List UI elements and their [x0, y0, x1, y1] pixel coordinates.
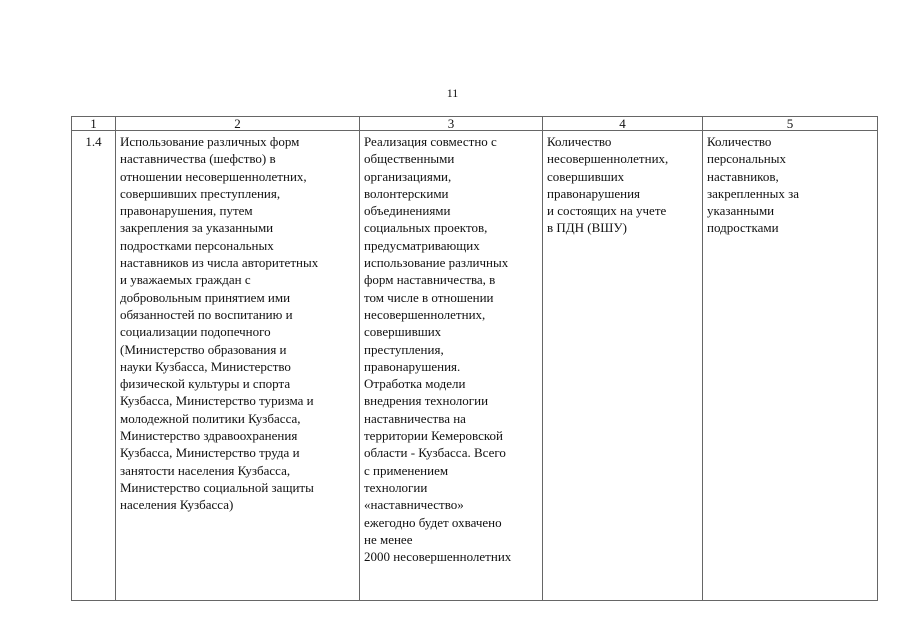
indicator-text: Количество несовершеннолетних, совершивших правонарушения и состоящих на учете в ПДН (ВШУ) — [547, 134, 669, 236]
column-header-4: 4 — [543, 117, 703, 131]
implementation-text: Реализация совместно с общественными организациями, волонтерскими объединениями социальных проектов, предусматривающих использование различных форм наставничества, в том числе в отношении несовершеннолетних, совершивших преступления, правонарушения. Отработка модели внедрения технологии наставничества на территории Кемеровской области - Кузбасса. Всего с применением технологии «наставничество» ежегодно будет охвачено не менее 2000 несовершеннолетних — [364, 134, 512, 565]
measures-table — [71, 116, 878, 601]
measure-description: Использование различных форм наставничества (шефство) в отношении несовершеннолетних, совершивших преступления, правонарушения, путем закрепления за указанными подростками персональных наставников из числа авторитетных и уважаемых граждан с добровольным принятием ими обязанностей по воспитанию и социализации подопечного (Министерство образования и науки Кузбасса, Министерство физической культуры и спорта Кузбасса, Министерство туризма и молодежной политики Кузбасса, Министерство здравоохранения Кузбасса, Министерство труда и занятости населения Кузбасса, Министерство социальной защиты населения Кузбасса) — [120, 134, 319, 513]
column-header-3: 3 — [360, 117, 543, 131]
measure-description-cell — [116, 131, 360, 601]
result-cell — [703, 131, 878, 601]
row-number-cell — [72, 131, 116, 601]
table-header-row — [72, 117, 878, 131]
implementation-cell — [360, 131, 543, 601]
column-header-2: 2 — [116, 117, 360, 131]
column-header-5: 5 — [703, 117, 878, 131]
row-number: 1.4 — [85, 134, 102, 149]
indicator-cell — [543, 131, 703, 601]
page-number: 11 — [446, 86, 459, 100]
result-text: Количество персональных наставников, закрепленных за указанными подростками — [707, 134, 800, 236]
column-header-1: 1 — [72, 117, 116, 131]
table-row — [72, 131, 878, 601]
